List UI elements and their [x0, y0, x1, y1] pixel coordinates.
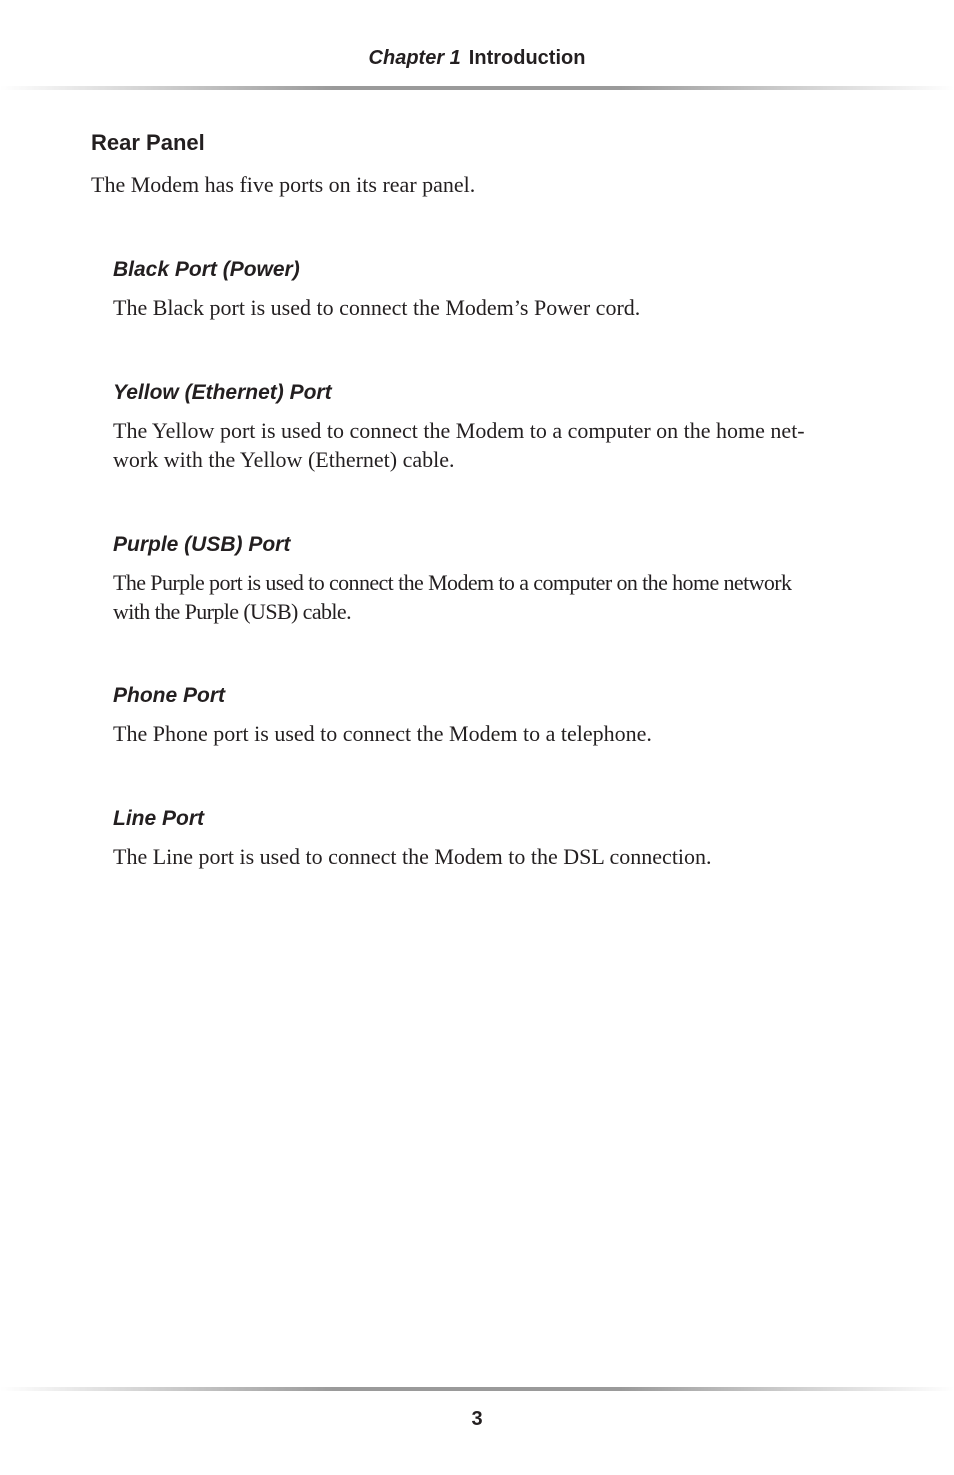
- port-description: The Phone port is used to connect the Modem to a telephone.: [113, 721, 652, 746]
- port-description: [113, 568, 873, 626]
- section-intro: The Modem has five ports on its rear panel.: [91, 172, 476, 197]
- port-heading: Yellow (Ethernet) Port: [113, 381, 332, 404]
- port-description: [113, 416, 873, 474]
- port-yellow-ethernet: [113, 379, 873, 474]
- port-phone: [113, 682, 873, 748]
- port-heading: Phone Port: [113, 684, 226, 707]
- port-heading: Line Port: [113, 807, 205, 830]
- section-heading: Rear Panel: [91, 130, 205, 155]
- port-description-line: work with the Yellow (Ethernet) cable.: [113, 447, 455, 472]
- port-purple-usb: [113, 531, 873, 626]
- port-description-line: The Purple port is used to connect the Modem to a computer on the home network: [113, 570, 792, 595]
- chapter-title: Introduction: [468, 47, 586, 69]
- port-description-line: with the Purple (USB) cable.: [113, 599, 351, 624]
- running-header: [0, 44, 954, 72]
- port-black-power: [113, 256, 873, 322]
- port-heading: Black Port (Power): [113, 258, 300, 281]
- port-description: The Black port is used to connect the Modem’s Power cord.: [113, 295, 641, 320]
- footer-divider: [0, 1387, 954, 1391]
- port-description: The Line port is used to connect the Modem to the DSL connection.: [113, 844, 712, 869]
- page-number: 3: [471, 1408, 483, 1430]
- chapter-label: Chapter 1: [368, 47, 461, 69]
- port-line: [113, 805, 873, 871]
- header-divider: [0, 86, 954, 90]
- port-description-line: The Yellow port is used to connect the Modem to a computer on the home net-: [113, 418, 805, 443]
- port-heading: Purple (USB) Port: [113, 533, 291, 556]
